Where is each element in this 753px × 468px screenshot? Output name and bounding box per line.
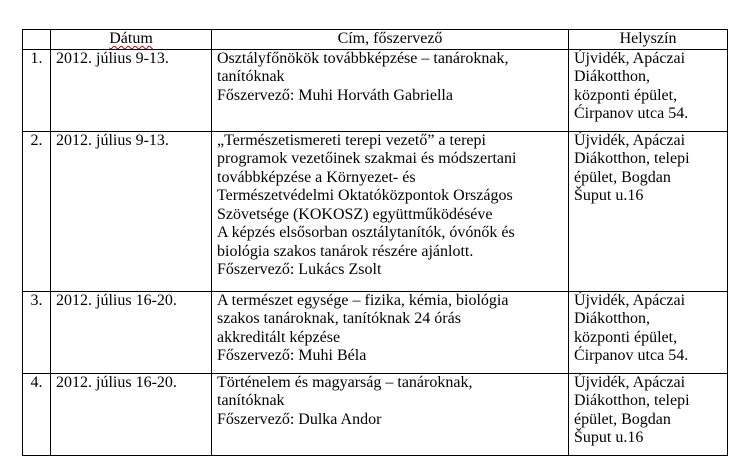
row-title [212,291,569,373]
title-line: akkreditált képzése [217,328,341,346]
row-date: 2012. július 16-20. [51,373,212,455]
table-row [23,291,728,373]
title-line: biológia szakos tanárok részére ajánlott. [217,242,474,260]
location-line: épület, Bogdan [574,410,671,428]
number-header [23,30,51,50]
location-line: központi épület, [574,328,678,346]
location-line: Újvidék, Apáczai [574,49,686,67]
title-line: Szövetsége (KOKOSZ) együttműködéséve [217,205,493,223]
row-location [569,131,728,291]
location-line: Šuput u.16 [574,187,644,204]
title-line: A természet egysége – fizika, kémia, biológia [217,291,509,309]
title-line: programok vezetőinek szakmai és módszertani [217,150,517,167]
location-line: épület, Bogdan [574,168,671,186]
location-line: Diákotthon, [574,310,650,327]
location-line: központi épület, [574,86,678,104]
title-line: A képzés elsősorban osztálytanítók, óvónők és [217,224,515,241]
title-line: Osztályfőnökök továbbképzése – tanároknak, [217,49,509,67]
row-title [212,49,569,131]
title-line: Természetvédelmi Oktatóközpontok Országos [217,187,513,204]
location-line: Diákotthon, telepi [574,150,690,167]
title-line: továbbképzése a Környezet- és [217,168,416,186]
row-number: 2. [23,131,51,291]
row-location [569,373,728,455]
location-line: Újvidék, Apáczai [574,291,686,309]
location-line: Ćirpanov utca 54. [574,105,689,122]
organizer-line: Főszervező: Lukács Zsolt [217,261,382,278]
title-line: tanítóknak [217,392,285,409]
table-row [23,131,728,291]
row-title [212,373,569,455]
row-number: 1. [23,49,51,131]
row-location [569,49,728,131]
row-date: 2012. július 9-13. [51,49,212,131]
title-line: tanítóknak [217,68,285,85]
title-line: „Természetismereti terepi vezető” a terepi [217,131,486,149]
location-line: Diákotthon, telepi [574,392,690,409]
title-header: Cím, főszervező [212,30,569,50]
location-line: Diákotthon, [574,68,650,85]
organizer-line: Főszervező: Muhi Horváth Gabriella [217,86,453,104]
organizer-line: Főszervező: Muhi Béla [217,347,367,364]
title-line: Történelem és magyarság – tanároknak, [217,373,473,391]
row-date: 2012. július 16-20. [51,291,212,373]
row-number: 4. [23,373,51,455]
location-line: Újvidék, Apáczai [574,373,686,391]
location-line: Újvidék, Apáczai [574,131,686,149]
date-header-label: Dátum [109,30,153,47]
title-line: szakos tanároknak, tanítóknak 24 órás [217,310,461,327]
organizer-line: Főszervező: Dulka Andor [217,410,382,428]
table-header-row [23,30,728,50]
row-number: 3. [23,291,51,373]
table-row [23,49,728,131]
row-title [212,131,569,291]
location-line: Šuput u.16 [574,429,644,446]
schedule-table [22,29,728,456]
location-header: Helyszín [569,30,728,50]
location-line: Ćirpanov utca 54. [574,347,689,364]
row-location [569,291,728,373]
date-header [51,30,212,50]
row-date: 2012. július 9-13. [51,131,212,291]
table-row [23,373,728,455]
